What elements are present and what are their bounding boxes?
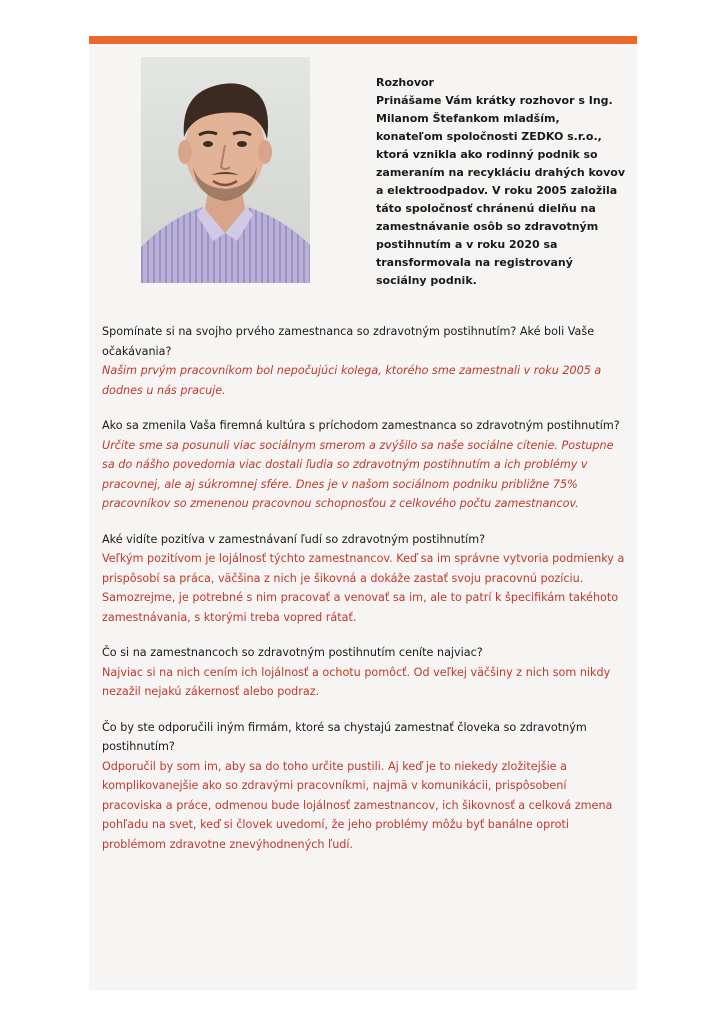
interview-qa (102, 322, 627, 870)
qa-item (102, 416, 627, 514)
question: Ako sa zmenila Vaša firemná kultúra s príchodom zamestnanca so zdravotným postihnutím? (102, 419, 620, 432)
qa-item (102, 643, 627, 702)
document-page (89, 36, 637, 990)
qa-item (102, 718, 627, 855)
intro-block (376, 74, 626, 290)
question: Čo si na zamestnancoch so zdravotným postihnutím ceníte najviac? (102, 646, 483, 659)
answer: Určite sme sa posunuli viac sociálnym smerom a zvýšilo sa naše sociálne cítenie. Postupne sa do nášho povedomia viac dostali ľudia so zdravotným postihnutím a ich problémy v pracovnej, ale aj súkromnej sfére. Dnes je v našom sociálnom podniku približne 75% pracovníkov so zmenenou pracovnou schopnosťou z celkového počtu zamestnancov. (102, 438, 614, 510)
qa-item (102, 530, 627, 628)
answer: Veľkým pozitívom je lojálnosť týchto zamestnancov. Keď sa im správne vytvoria podmienky a prispôsobí sa práca, väčšina z nich je šikovná a dokáže zastať svoju pracovnú pozíciu. Samozrejme, je potrebné s nim pracovať a venovať sa im, ale to patrí k špecifikám takéhoto zamestnávania, s ktorými treba vopred rátať. (102, 552, 625, 624)
intro-heading: Rozhovor (376, 76, 434, 89)
qa-item (102, 322, 627, 400)
question: Čo by ste odporučili iným firmám, ktoré sa chystajú zamestnať človeka so zdravotným postihnutím? (102, 720, 587, 753)
question: Aké vidíte pozitíva v zamestnávaní ľudí so zdravotným postihnutím? (102, 532, 486, 546)
question: Spomínate si na svojho prvého zamestnanca so zdravotným postihnutím? Aké boli Vaše očakávania? (102, 325, 595, 358)
accent-bar (89, 36, 637, 44)
answer: Odporučil by som im, aby sa do toho určite pustili. Aj keď je to niekedy zložitejšie a komplikovanejšie ako so zdravými pracovníkmi, najmä v komunikácii, prispôsobení pracoviska a práce, odmenou bude lojálnosť zamestnancov, ich šikovnosť a celková zmena pohľadu na svet, keď si človek uvedomí, že jeho problémy môžu byť banálne oproti problémom zdravotne znevýhodnených ľudí. (102, 759, 613, 851)
intro-body: Prinášame Vám krátky rozhovor s Ing. Milanom Štefankom mladším, konateľom spoločnosti ZEDKO s.r.o., ktorá vznikla ako rodinný podnik so zameraním na recykláciu drahých kovov a elektroodpadov. V roku 2005 založila táto spoločnosť chránenú dielňu na zamestnávanie osôb so zdravotným postihnutím a v roku 2020 sa transformovala na registrovaný sociálny podnik. (376, 94, 625, 287)
answer: Najviac si na nich cením ich lojálnosť a ochotu pomôcť. Od veľkej väčšiny z nich som nikdy nezažil nejakú zákernosť alebo podraz. (102, 665, 611, 698)
interviewee-photo (141, 57, 310, 283)
answer: Našim prvým pracovníkom bol nepočujúci kolega, ktorého sme zamestnali v roku 2005 a dodnes u nás pracuje. (102, 364, 602, 397)
